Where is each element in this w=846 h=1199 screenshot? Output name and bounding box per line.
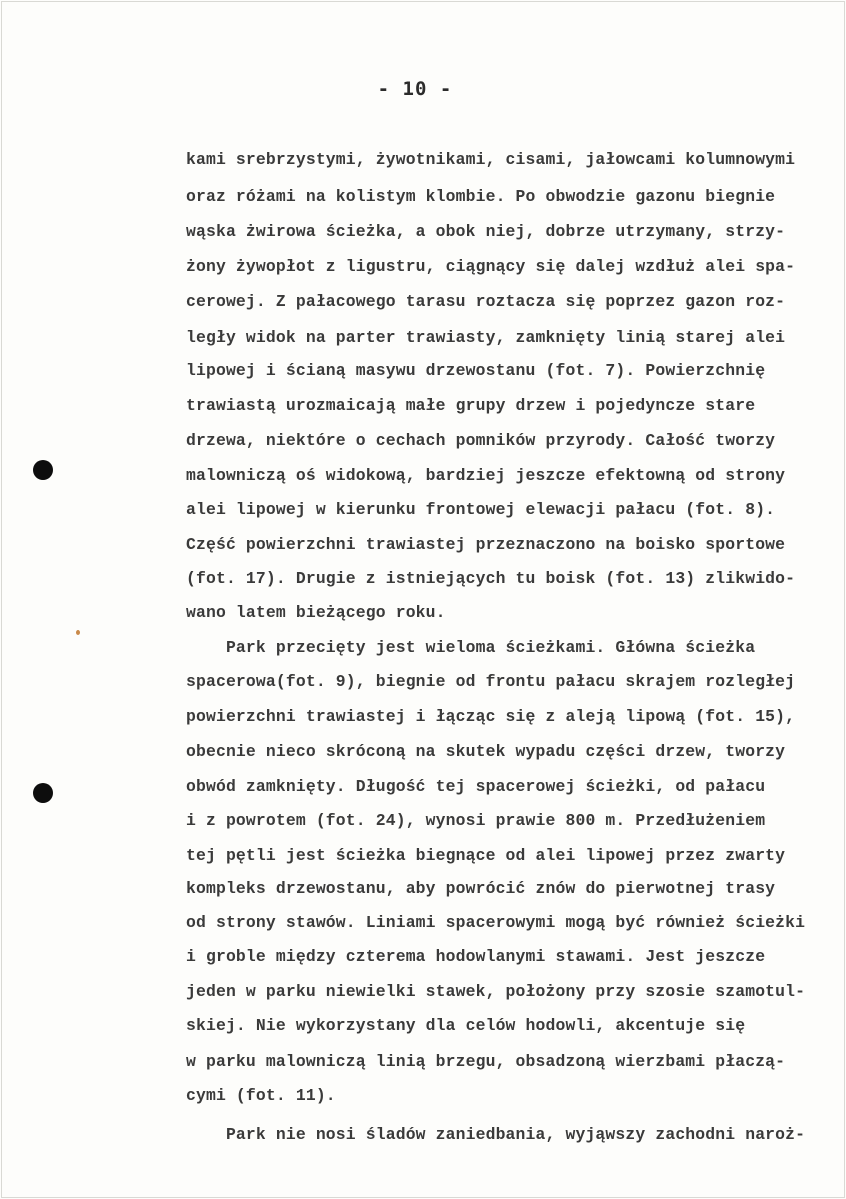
text-line: trawiastą urozmaicają małe grupy drzew i pojedyncze stare: [186, 396, 756, 415]
text-line: obecnie nieco skróconą na skutek wypadu części drzew, tworzy: [186, 742, 786, 761]
text-line: w parku malowniczą linią brzegu, obsadzoną wierzbami płaczą-: [186, 1052, 786, 1071]
text-line: malowniczą oś widokową, bardziej jeszcze efektowną od strony: [186, 466, 786, 485]
text-line: powierzchni trawiastej i łącząc się z aleją lipową (fot. 15),: [186, 707, 796, 726]
text-line: Park przecięty jest wieloma ścieżkami. Główna ścieżka: [186, 638, 756, 657]
text-line: Park nie nosi śladów zaniedbania, wyjąwszy zachodni naroż-: [186, 1125, 806, 1144]
text-line: wąska żwirowa ścieżka, a obok niej, dobrze utrzymany, strzy-: [186, 222, 786, 241]
page-number: - 10 -: [377, 78, 453, 100]
text-line: kami srebrzystymi, żywotnikami, cisami, jałowcami kolumnowymi: [186, 150, 796, 169]
text-line: alei lipowej w kierunku frontowej elewacji pałacu (fot. 8).: [186, 500, 776, 519]
text-line: drzewa, niektóre o cechach pomników przyrody. Całość tworzy: [186, 431, 776, 450]
text-line: wano latem bieżącego roku.: [186, 603, 446, 622]
text-line: lipowej i ścianą masywu drzewostanu (fot. 7). Powierzchnię: [186, 361, 766, 380]
punch-hole-top: [33, 460, 53, 480]
text-line: obwód zamknięty. Długość tej spacerowej ścieżki, od pałacu: [186, 777, 766, 796]
text-line: cymi (fot. 11).: [186, 1086, 336, 1105]
text-line: spacerowa(fot. 9), biegnie od frontu pałacu skrajem rozległej: [186, 672, 796, 691]
text-line: od strony stawów. Liniami spacerowymi mogą być również ścieżki: [186, 913, 806, 932]
punch-hole-bottom: [33, 783, 53, 803]
text-line: kompleks drzewostanu, aby powrócić znów do pierwotnej trasy: [186, 879, 776, 898]
ink-speck: [76, 630, 80, 635]
text-line: oraz różami na kolistym klombie. Po obwodzie gazonu biegnie: [186, 187, 776, 206]
text-line: jeden w parku niewielki stawek, położony przy szosie szamotul-: [186, 982, 806, 1001]
text-line: cerowej. Z pałacowego tarasu roztacza się poprzez gazon roz-: [186, 292, 786, 311]
text-line: Część powierzchni trawiastej przeznaczono na boisko sportowe: [186, 535, 786, 554]
text-line: legły widok na parter trawiasty, zamknięty linią starej alei: [186, 328, 786, 347]
text-line: (fot. 17). Drugie z istniejących tu boisk (fot. 13) zlikwido-: [186, 569, 796, 588]
text-line: tej pętli jest ścieżka biegnące od alei lipowej przez zwarty: [186, 846, 786, 865]
text-line: i groble między czterema hodowlanymi stawami. Jest jeszcze: [186, 947, 766, 966]
text-line: i z powrotem (fot. 24), wynosi prawie 800 m. Przedłużeniem: [186, 811, 766, 830]
text-line: żony żywopłot z ligustru, ciągnący się dalej wzdłuż alei spa-: [186, 257, 796, 276]
text-line: skiej. Nie wykorzystany dla celów hodowli, akcentuje się: [186, 1016, 746, 1035]
